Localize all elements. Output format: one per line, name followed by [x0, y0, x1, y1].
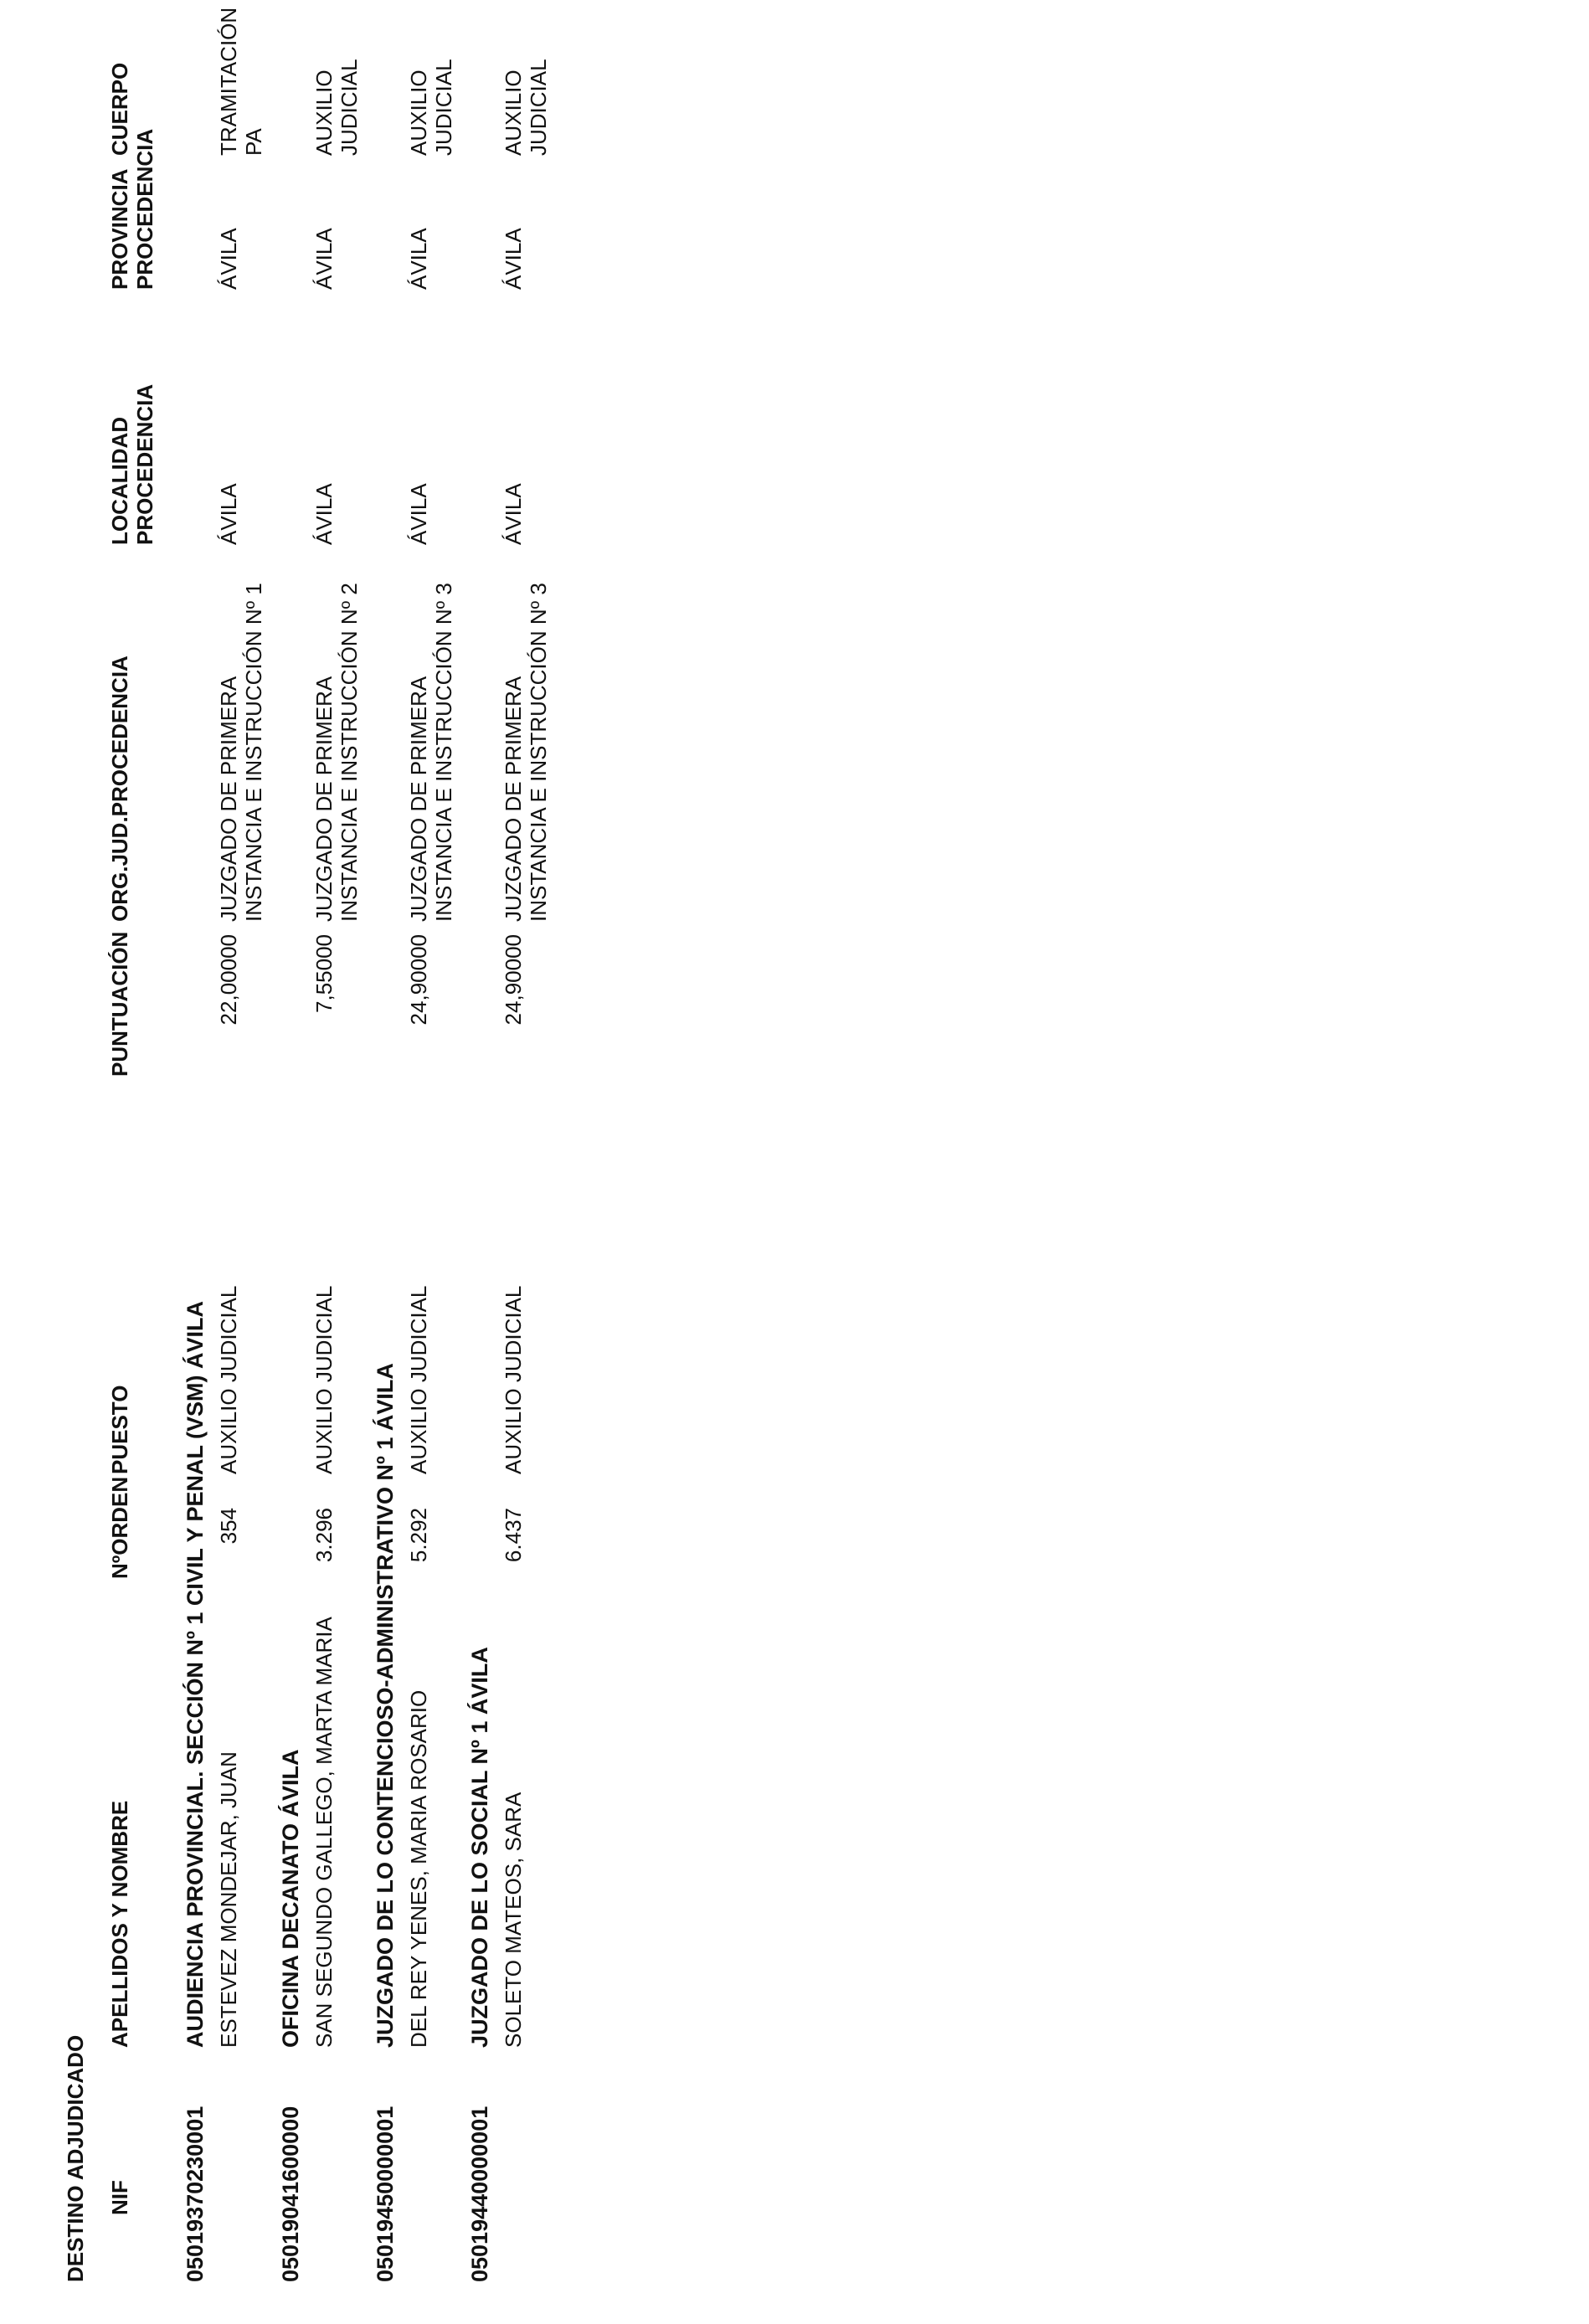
- col-header-nif: NIF: [107, 2180, 132, 2215]
- row-org-jud-line2: INSTANCIA E INSTRUCCIÓN Nº 3: [431, 583, 456, 922]
- row-nombre: DEL REY YENES, MARIA ROSARIO: [406, 1689, 431, 2048]
- row-org-jud-line1: JUZGADO DE PRIMERA: [406, 676, 431, 922]
- row-puesto: AUXILIO JUDICIAL: [501, 1285, 526, 1474]
- col-header-puesto: PUESTO: [107, 1385, 132, 1474]
- row-org-jud-line2: INSTANCIA E INSTRUCCIÓN Nº 3: [526, 583, 551, 922]
- col-header-localidad-line1: LOCALIDAD: [107, 416, 132, 545]
- row-norden: 5.292: [406, 1508, 431, 1563]
- group-code: 05019041600000: [278, 2105, 303, 2282]
- group-destino: JUZGADO DE LO SOCIAL Nº 1 ÁVILA: [467, 1647, 492, 2048]
- row-puntuacion: 24,90000: [406, 934, 431, 1026]
- col-header-provincia-line2: PROCEDENCIA: [132, 128, 157, 290]
- row-norden: 6.437: [501, 1508, 526, 1563]
- row-puntuacion: 22,00000: [216, 934, 241, 1026]
- row-cuerpo: [406, 59, 456, 156]
- group-destino: JUZGADO DE LO CONTENCIOSO-ADMINISTRATIVO Nº 1 ÁVILA: [373, 1363, 398, 2048]
- row-norden: 3.296: [311, 1508, 337, 1563]
- row-cuerpo: [311, 59, 362, 156]
- row-org-jud: [406, 583, 456, 922]
- col-header-provincia-line1: PROVINCIA: [107, 168, 132, 290]
- row-org-jud-line1: JUZGADO DE PRIMERA: [311, 676, 337, 922]
- row-provincia: ÁVILA: [311, 228, 337, 290]
- row-org-jud: [501, 583, 551, 922]
- row-localidad: ÁVILA: [501, 483, 526, 545]
- row-org-jud-line1: JUZGADO DE PRIMERA: [501, 676, 526, 922]
- row-org-jud-line2: INSTANCIA E INSTRUCCIÓN Nº 1: [241, 583, 266, 922]
- row-puesto: AUXILIO JUDICIAL: [406, 1285, 431, 1474]
- row-org-jud-line2: INSTANCIA E INSTRUCCIÓN Nº 2: [337, 583, 362, 922]
- row-nombre: SAN SEGUNDO GALLEGO, MARTA MARIA: [311, 1617, 337, 2048]
- row-cuerpo-line2: JUDICIAL: [526, 59, 551, 156]
- group-code: 05019440000001: [467, 2105, 492, 2282]
- row-localidad: ÁVILA: [406, 483, 431, 545]
- row-nombre: SOLETO MATEOS, SARA: [501, 1792, 526, 2048]
- row-puesto: AUXILIO JUDICIAL: [311, 1285, 337, 1474]
- col-header-apellidos-nombre: APELLIDOS Y NOMBRE: [107, 1800, 132, 2048]
- group-code: 05019450000001: [373, 2105, 398, 2282]
- row-provincia: ÁVILA: [216, 228, 241, 290]
- row-localidad: ÁVILA: [311, 483, 337, 545]
- row-puesto: AUXILIO JUDICIAL: [216, 1285, 241, 1474]
- row-provincia: ÁVILA: [501, 228, 526, 290]
- row-cuerpo-line1: AUXILIO: [311, 69, 337, 156]
- row-org-jud: [311, 583, 362, 922]
- row-cuerpo: [216, 8, 266, 156]
- row-nombre: ESTEVEZ MONDEJAR, JUAN: [216, 1751, 241, 2048]
- row-provincia: ÁVILA: [406, 228, 431, 290]
- col-header-org-jud: ORG.JUD.PROCEDENCIA: [107, 656, 132, 922]
- row-cuerpo-line1: AUXILIO: [406, 69, 431, 156]
- group-code: 05019370230001: [183, 2105, 208, 2282]
- group-destino: OFICINA DECANATO ÁVILA: [278, 1749, 303, 2048]
- row-cuerpo: [501, 59, 551, 156]
- row-puntuacion: 7,55000: [311, 934, 337, 1013]
- row-cuerpo-line1: AUXILIO: [501, 69, 526, 156]
- row-cuerpo-line2: PA: [241, 128, 266, 156]
- row-org-jud: [216, 583, 266, 922]
- row-norden: 354: [216, 1508, 241, 1545]
- row-cuerpo-line2: JUDICIAL: [337, 59, 362, 156]
- row-org-jud-line1: JUZGADO DE PRIMERA: [216, 676, 241, 922]
- row-puntuacion: 24,90000: [501, 934, 526, 1026]
- row-cuerpo-line1: TRAMITACIÓN: [216, 7, 241, 156]
- row-cuerpo-line2: JUDICIAL: [431, 59, 456, 156]
- col-header-localidad-line2: PROCEDENCIA: [132, 383, 157, 545]
- col-header-puntuacion: PUNTUACIÓN: [107, 931, 132, 1077]
- col-header-norden: NºORDEN: [107, 1476, 132, 1579]
- group-destino: AUDIENCIA PROVINCIAL. SECCIÓN Nº 1 CIVIL Y PENAL (VSM) ÁVILA: [183, 1301, 208, 2048]
- col-header-cuerpo: CUERPO: [107, 62, 132, 156]
- row-localidad: ÁVILA: [216, 483, 241, 545]
- destino-adjudicado-heading: DESTINO ADJUDICADO: [63, 2034, 88, 2282]
- col-header-localidad: [107, 384, 157, 545]
